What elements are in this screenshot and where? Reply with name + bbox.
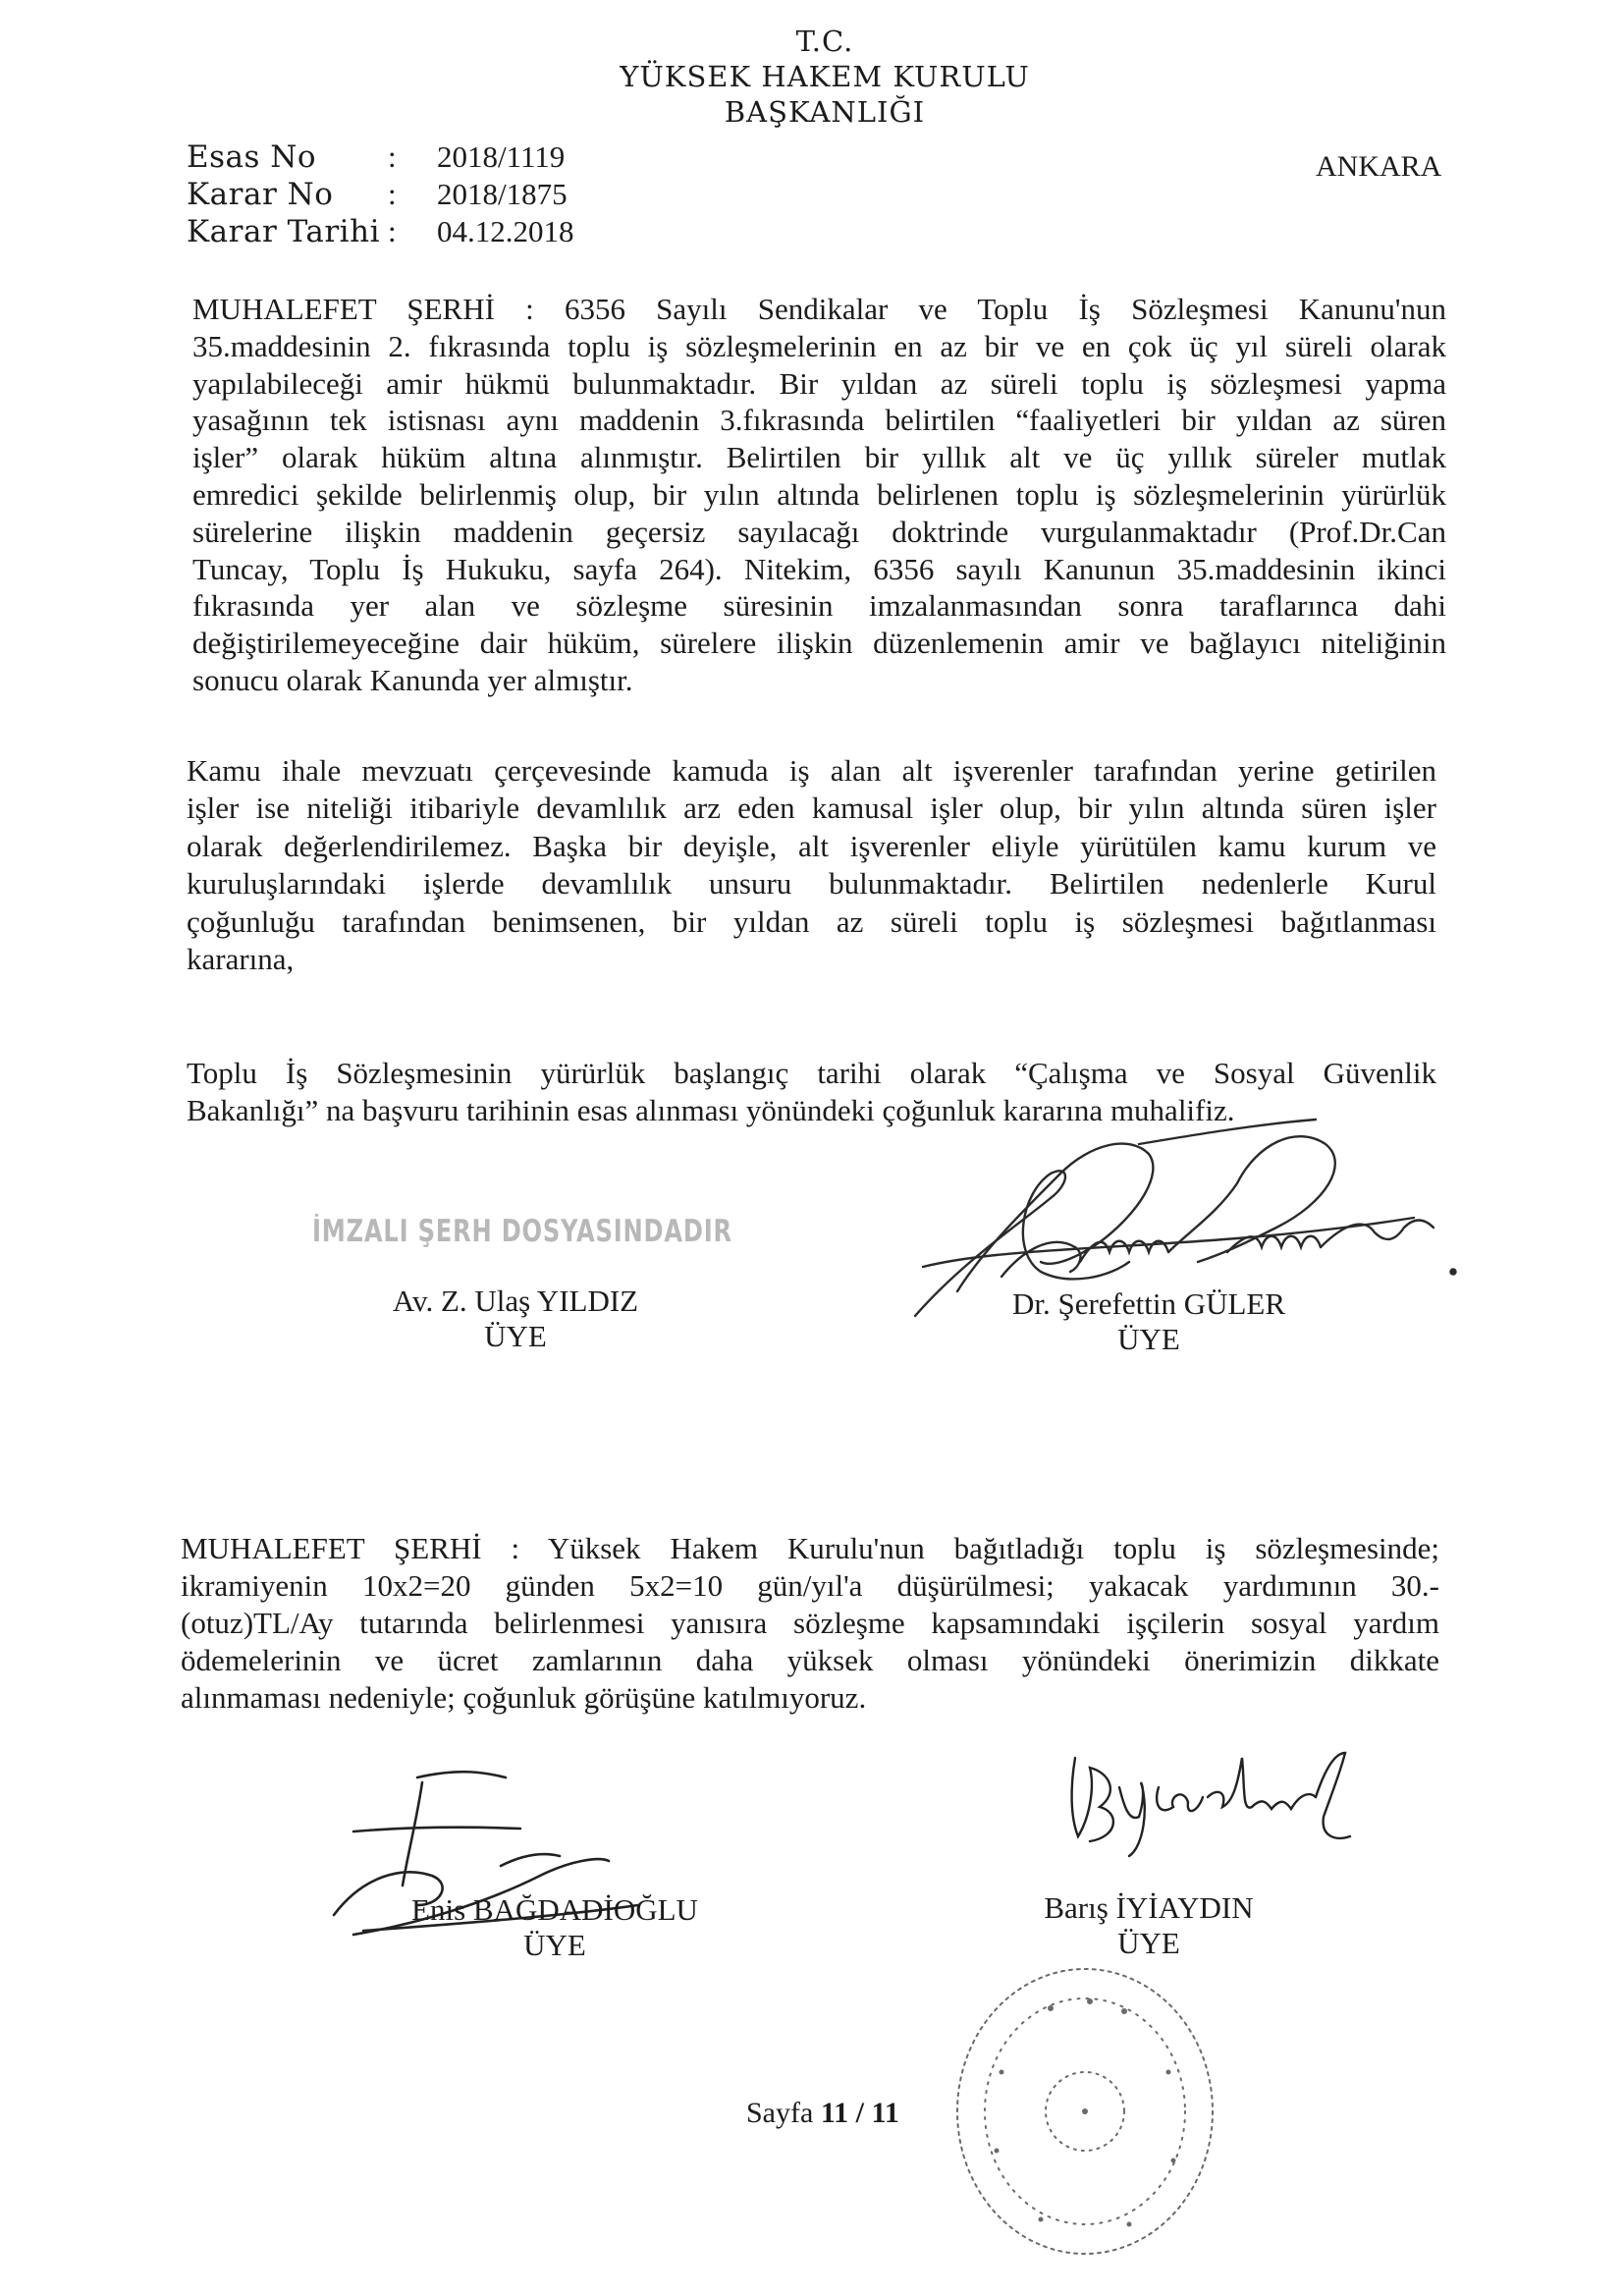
text-line: yapılabileceği amir hükmü bulunmaktadır. Bir yıldan az süreli toplu iş sözleşmesi yapma — [192, 365, 1446, 401]
text-line: işler” olarak hüküm altına alınmıştır. Belirtilen bir yıllık alt ve üç yıllık süreler mutlak — [192, 440, 1446, 475]
esas-sep: : — [388, 139, 397, 174]
member-name: Barış İYİAYDIN — [1044, 1890, 1254, 1925]
case-meta — [187, 139, 574, 253]
member-role: ÜYE — [1117, 1322, 1180, 1356]
page-number — [746, 2097, 899, 2130]
karar-label: Karar No — [187, 177, 334, 212]
text-line: emredici şekilde belirlenmiş olup, bir yılın altında belirlenen toplu iş sözleşmelerinin yürürlük — [192, 476, 1446, 512]
page-total: 11 — [871, 2097, 899, 2129]
text-line: Tuncay, Toplu İş Hukuku, sayfa 264). Nitekim, 6356 sayılı Kanunun 35.maddesinin ikinci — [192, 551, 1446, 586]
member-name: Av. Z. Ulaş YILDIZ — [392, 1284, 639, 1318]
text-line: (otuz)TL/Ay tutarında belirlenmesi yanısıra sözleşme kapsamındaki işçilerin sosyal yardım — [181, 1606, 1439, 1640]
city-label: ANKARA — [1316, 150, 1442, 183]
esas-label: Esas No — [187, 139, 317, 175]
text-line: 35.maddesinin 2. fıkrasında toplu iş sözleşmelerinin en az bir ve en çok üç yıl süreli olarak — [192, 328, 1446, 363]
tarih-sep: : — [388, 214, 397, 248]
dissent-1-paragraph-1 — [192, 291, 1446, 699]
member-name: Enis BAĞDADİOĞLU — [411, 1892, 698, 1927]
text-line: kararına, — [187, 942, 295, 977]
text-line: sürelerine ilişkin maddenin geçersiz sayılacağı doktrinde vurgulanmaktadır (Prof.Dr.Can — [192, 514, 1446, 549]
country-label: T.C. — [795, 25, 854, 58]
tarih-label: Karar Tarihi — [187, 214, 380, 249]
text-line: Bakanlığı” na başvuru tarihinin esas alınması yönündeki çoğunluk kararına muhalifiz. — [187, 1092, 1235, 1127]
dissent-1-paragraph-2 — [187, 752, 1436, 978]
karar-value: 2018/1875 — [437, 177, 568, 211]
text-line: MUHALEFET ŞERHİ : Yüksek Hakem Kurulu'nun bağıtladığı toplu iş sözleşmesinde; — [181, 1531, 1439, 1565]
text-line: olarak değerlendirilemez. Başka bir deyişle, alt işverenler eliyle yürütülen kamu kurum ve — [187, 828, 1436, 863]
text-line: MUHALEFET ŞERHİ : 6356 Sayılı Sendikalar ve Toplu İş Sözleşmesi Kanunu'nun — [192, 292, 1446, 326]
document-header — [530, 27, 1119, 134]
member-role: ÜYE — [1117, 1926, 1180, 1960]
text-line: işler ise niteliği itibariyle devamlılık arz eden kamusal işler olup, bir yılın altında süren işler — [187, 791, 1436, 826]
text-line: değiştirilemeyeceğine dair hüküm, sürelere ilişkin düzenlemenin amir ve bağlayıcı niteliğinin — [192, 626, 1446, 661]
signed-dissent-stamp: İMZALI ŞERH DOSYASINDADIR — [312, 1214, 732, 1249]
tarih-value: 04.12.2018 — [437, 214, 574, 248]
esas-value: 2018/1119 — [437, 139, 566, 174]
text-line: Toplu İş Sözleşmesinin yürürlük başlangıç tarihi olarak “Çalışma ve Sosyal Güvenlik — [187, 1056, 1436, 1090]
signature-left-1 — [368, 1284, 663, 1354]
text-line: sonucu olarak Kanunda yer almıştır. — [192, 662, 633, 697]
member-name: Dr. Şerefettin GÜLER — [1011, 1286, 1286, 1321]
page-label: Sayfa — [746, 2097, 814, 2129]
text-line: ödemelerinin ve ücret zamlarının daha yüksek olması yönündeki önerimizin dikkate — [181, 1643, 1439, 1677]
signature-right-1 — [982, 1286, 1316, 1357]
signature-right-2 — [992, 1890, 1306, 1961]
dissent-2-paragraph — [181, 1530, 1439, 1717]
signature-left-2 — [383, 1892, 727, 1963]
text-line: fıkrasında yer alan ve sözleşme süresinin imzalanmasından sonra taraflarınca dahi — [192, 588, 1446, 624]
text-line: alınmaması nedeniyle; çoğunluk görüşüne katılmıyoruz. — [181, 1680, 867, 1715]
text-line: yasağının tek istisnası aynı maddenin 3.fıkrasında belirtilen “faaliyetleri bir yıldan az süren — [192, 403, 1446, 438]
page-current: 11 — [820, 2097, 849, 2129]
member-role: ÜYE — [484, 1319, 547, 1353]
official-seal — [943, 1954, 1227, 2269]
signature-iyiaydin — [1051, 1728, 1365, 1866]
text-line: Kamu ihale mevzuatı çerçevesinde kamuda iş alan alt işverenler tarafından yerine getirilen — [187, 753, 1436, 788]
department-name: BAŞKANLIĞI — [724, 95, 926, 129]
text-line: kuruluşlarındaki işlerde devamlılık unsuru bulunmaktadır. Belirtilen nedenlerle Kurul — [187, 866, 1436, 902]
institution-name: YÜKSEK HAKEM KURULU — [620, 60, 1030, 93]
text-line: ikramiyenin 10x2=20 günden 5x2=10 gün/yıl'a düşürülmesi; yakacak yardımının 30.- — [181, 1568, 1439, 1603]
member-role: ÜYE — [523, 1928, 586, 1962]
text-line: çoğunluğu tarafından benimsenen, bir yıldan az süreli toplu iş sözleşmesi bağıtlanması — [187, 903, 1436, 939]
karar-sep: : — [388, 177, 397, 211]
page-separator: / — [855, 2097, 865, 2129]
